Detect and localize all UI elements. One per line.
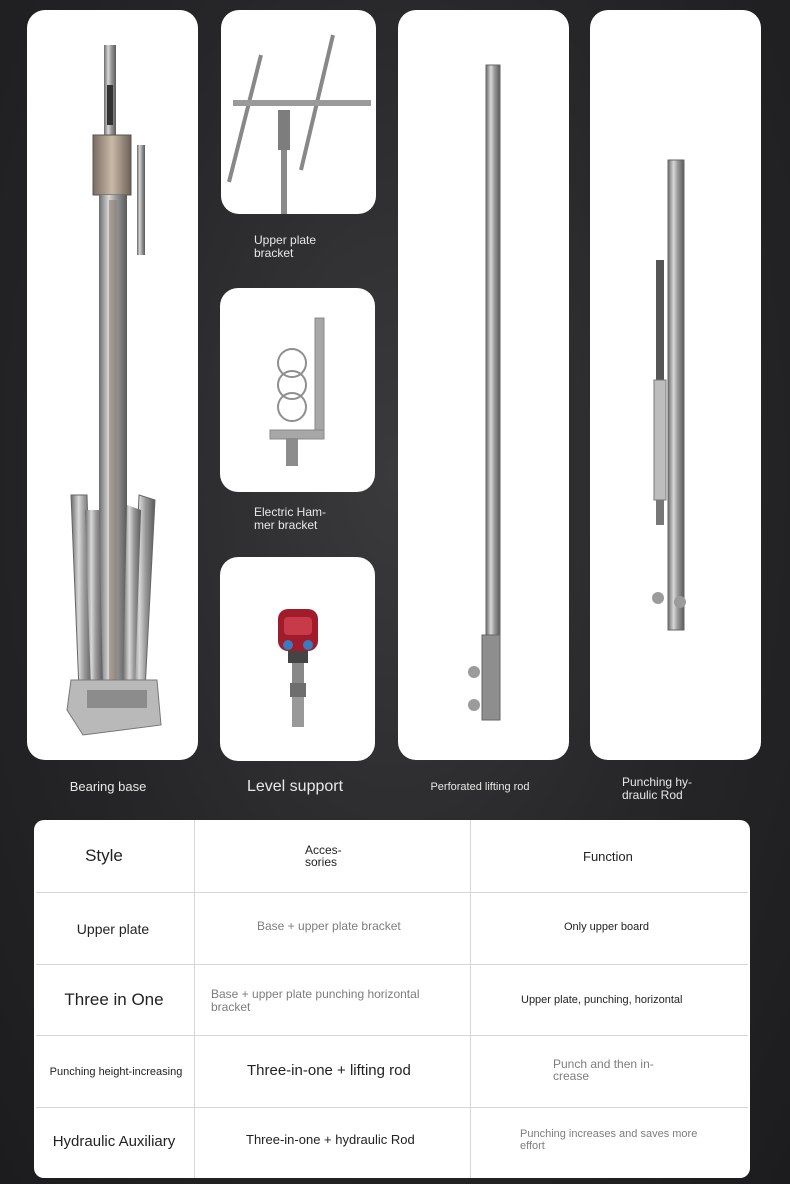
electric-hammer-bracket-image <box>220 288 375 492</box>
table-header-row <box>34 820 750 892</box>
row-accessories: Three-in-one + hydraulic Rod <box>246 1131 415 1147</box>
bearing-base-card <box>27 10 198 760</box>
electric-hammer-bracket-caption: Electric Ham- mer bracket <box>254 505 327 532</box>
upper-plate-bracket-card <box>221 10 376 214</box>
lifting-rod-image <box>398 10 569 760</box>
level-support-card <box>220 557 375 761</box>
table-row <box>34 965 750 1035</box>
table-row <box>34 1036 750 1107</box>
lifting-rod-card <box>398 10 569 760</box>
row-style: Punching height-increasing <box>49 1065 183 1078</box>
row-style: Upper plate <box>76 920 150 937</box>
header-function: Function <box>583 848 633 864</box>
lifting-rod-caption: Perforated lifting rod <box>430 781 530 793</box>
row-function: Punch and then in- crease <box>553 1057 654 1083</box>
hydraulic-rod-card <box>590 10 761 760</box>
row-accessories: Base + upper plate bracket <box>257 919 401 933</box>
table-row <box>34 893 750 964</box>
row-style: Hydraulic Auxiliary <box>52 1132 176 1150</box>
table-row <box>34 1108 750 1178</box>
hydraulic-rod-image <box>590 10 761 760</box>
hydraulic-rod-caption: Punching hy- draulic Rod <box>622 775 693 802</box>
row-accessories: Three-in-one + lifting rod <box>247 1061 411 1079</box>
bearing-base-caption: Bearing base <box>69 779 147 794</box>
level-support-caption: Level support <box>246 778 344 795</box>
comparison-table <box>34 820 750 1178</box>
row-function: Punching increases and saves more effort <box>520 1128 698 1152</box>
electric-hammer-bracket-card <box>220 288 375 492</box>
header-accessories: Acces- sories <box>305 843 342 869</box>
header-style: Style <box>85 846 123 865</box>
upper-plate-bracket-caption: Upper plate bracket <box>254 233 317 260</box>
row-accessories: Base + upper plate punching horizontal bracket <box>211 987 420 1014</box>
level-support-image <box>220 557 375 761</box>
row-function: Upper plate, punching, horizontal <box>521 994 683 1006</box>
bearing-base-image <box>27 10 198 760</box>
row-style: Three in One <box>64 990 164 1009</box>
row-function: Only upper board <box>564 921 649 933</box>
upper-plate-bracket-image <box>221 10 376 214</box>
